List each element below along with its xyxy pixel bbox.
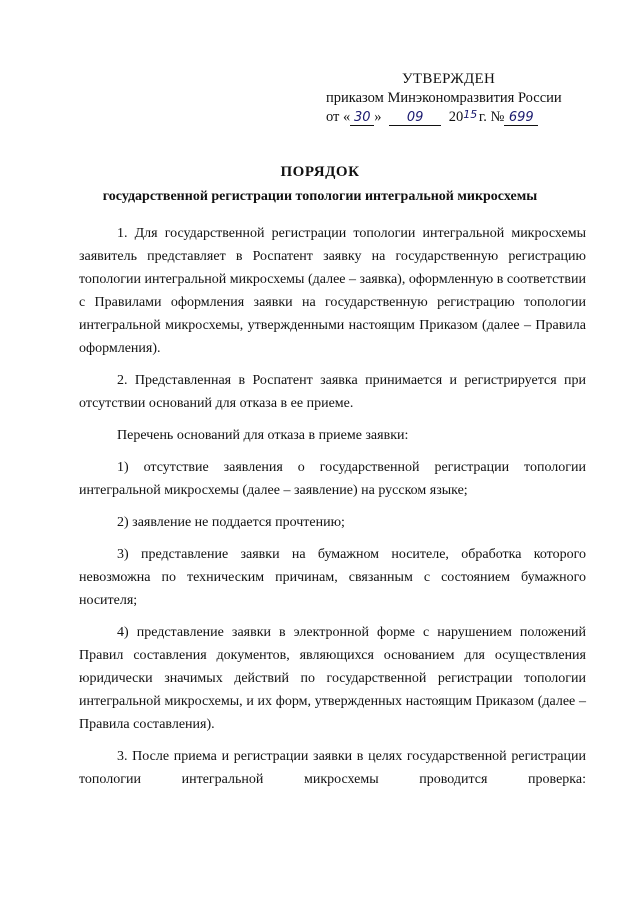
number-label: №	[490, 109, 505, 125]
approval-order-line: приказом Минэкономразвития России	[326, 90, 562, 106]
approval-date-line	[326, 108, 586, 127]
handwritten-number: 699	[504, 111, 538, 126]
paragraph-4: 1) отсутствие заявления о государственной регистрации топологии интегральной микросхемы (далее – заявление) на русском языке;	[79, 460, 586, 498]
handwritten-day: 30	[350, 111, 374, 126]
handwritten-year: 15	[463, 108, 478, 121]
paragraph-8: 3. После приема и регистрации заявки в целях государственной регистрации топологии интегральной микросхемы проводится проверка:	[79, 749, 586, 787]
document-title: ПОРЯДОК	[280, 164, 360, 180]
date-prefix: от «	[326, 109, 351, 125]
year-unit: г.	[478, 109, 487, 125]
approval-block	[326, 70, 586, 127]
paragraph-6: 3) представление заявки на бумажном носителе, обработка которого невозможна по техническим причинам, связанным с состоянием бумажного носителя;	[79, 547, 586, 608]
paragraph-5: 2) заявление не поддается прочтению;	[117, 515, 345, 530]
paragraph-3: Перечень оснований для отказа в приеме заявки:	[117, 428, 409, 443]
paragraph-7: 4) представление заявки в электронной форме с нарушением положений Правил составления документов, являющихся основанием для осуществления юридически значимых действий по государственной регистрации топологии интегральной микросхемы, и их форм, утвержденных настоящим Приказом (далее – Правила составления).	[79, 625, 586, 732]
handwritten-month: 09	[389, 111, 441, 126]
document-subtitle: государственной регистрации топологии интегральной микросхемы	[102, 189, 538, 204]
date-separator: »	[374, 109, 382, 125]
approval-stamp: УТВЕРЖДЕН	[402, 71, 496, 87]
year-prefix: 20	[448, 109, 464, 125]
document-body	[79, 222, 586, 791]
paragraph-2: 2. Представленная в Роспатент заявка принимается и регистрируется при отсутствии оснований для отказа в ее приеме.	[79, 373, 586, 411]
paragraph-1: 1. Для государственной регистрации топологии интегральной микросхемы заявитель представляет в Роспатент заявку на государственную регистрацию топологии интегральной микросхемы (далее – заявка), оформленную в соответствии с Правилами оформления заявки на государственную регистрацию топологии интегральной микросхемы, утвержденными настоящим Приказом (далее – Правила оформления).	[79, 226, 586, 356]
